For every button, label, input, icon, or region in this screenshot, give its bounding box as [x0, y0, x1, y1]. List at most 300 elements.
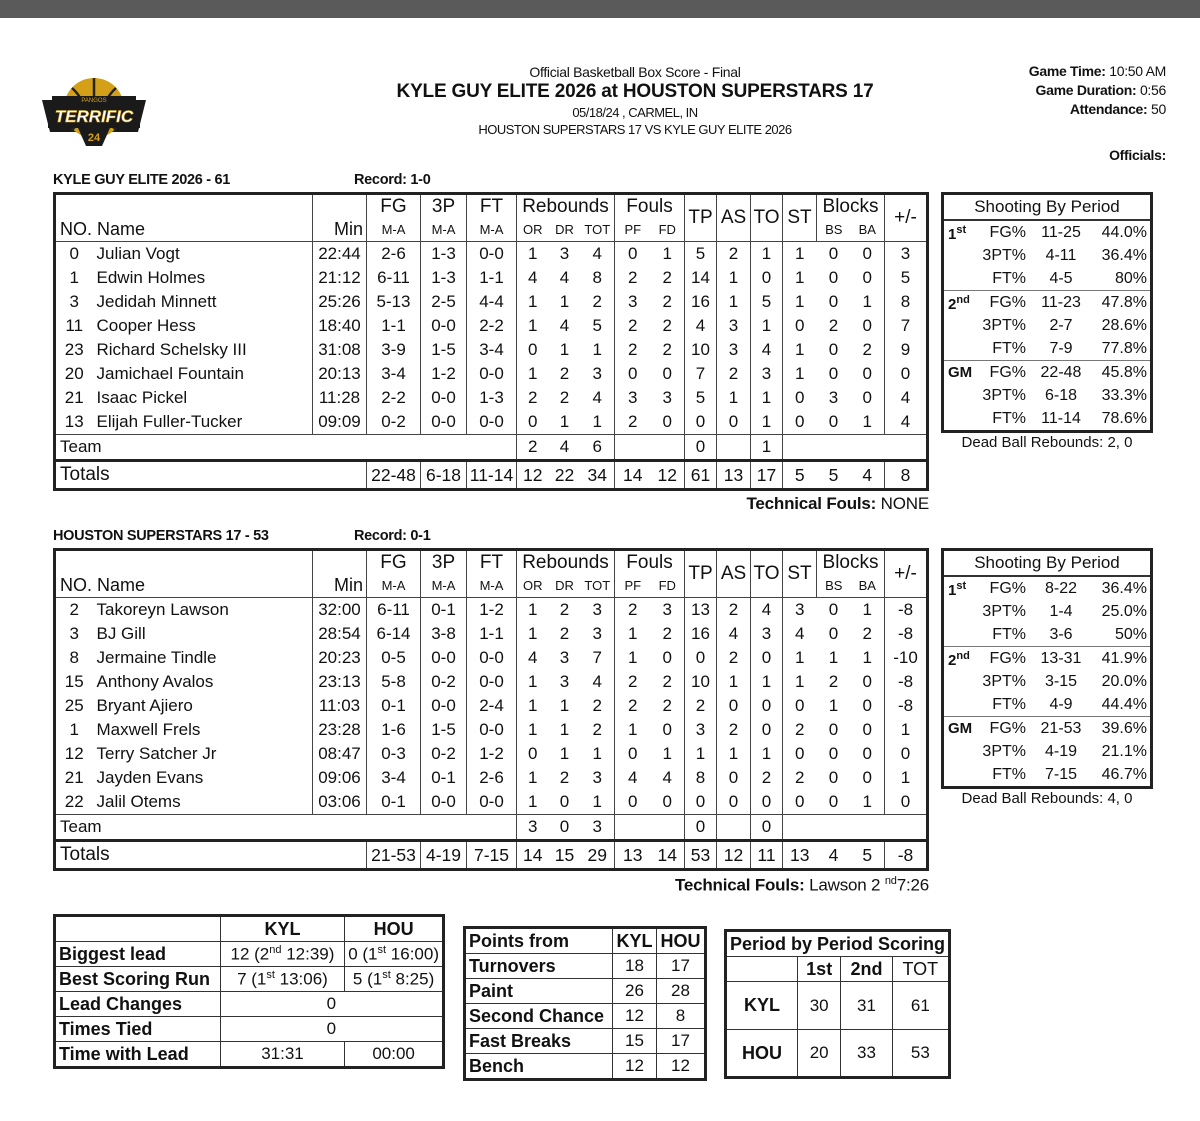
- player-cell: 11:28: [313, 386, 367, 410]
- team-label: Team: [55, 435, 517, 461]
- player-cell: 2: [828, 672, 839, 691]
- player-row: [55, 362, 928, 386]
- fd-header: FD: [651, 574, 685, 598]
- ft-ma: M-A: [467, 218, 517, 242]
- player-row: [55, 266, 928, 290]
- player-cell: 0: [828, 744, 839, 763]
- player-cell: 4: [751, 598, 783, 623]
- period-scoring-table: [724, 929, 951, 1079]
- fg-header: FG: [367, 550, 421, 575]
- player-cell: 8: [55, 646, 93, 670]
- player-cell: 0: [828, 340, 839, 359]
- player-cell: 0-0: [467, 410, 517, 435]
- player-cell: 5-13: [367, 290, 421, 314]
- player-cell: 1: [559, 696, 570, 715]
- player-cell: 1: [828, 696, 839, 715]
- player-cell: 3: [581, 362, 615, 386]
- shooting-by-period: [941, 548, 1153, 789]
- player-cell: 0-0: [421, 790, 467, 815]
- player-cell: 0-5: [367, 646, 421, 670]
- totals-cell: 15: [549, 841, 581, 870]
- times-tied-label: Times Tied: [55, 1017, 221, 1042]
- player-cell: 3: [615, 386, 651, 410]
- sbp-fg-row: GM FG% 21-53 39.6%: [944, 716, 1150, 740]
- lead-changes: 0: [220, 992, 443, 1017]
- player-cell: 0: [851, 766, 885, 790]
- player-cell: 2-2: [367, 386, 421, 410]
- totals-cell: 21-53: [367, 841, 421, 870]
- player-cell: 1: [783, 338, 817, 362]
- player-cell: 1: [615, 718, 651, 742]
- player-cell: 7: [885, 314, 928, 338]
- player-cell: 1: [517, 790, 549, 815]
- points-from-row: [465, 979, 706, 1004]
- player-cell: 1: [783, 670, 817, 694]
- player-cell: 0: [751, 646, 783, 670]
- totals-cell: 7-15: [467, 841, 517, 870]
- player-cell: 1: [751, 410, 783, 435]
- sbp-period: 1st: [948, 580, 967, 599]
- player-cell: 7: [581, 646, 615, 670]
- fouls-header: Fouls: [615, 194, 685, 219]
- player-cell: 1: [517, 242, 549, 267]
- player-cell: 0-0: [467, 362, 517, 386]
- player-cell: 3: [717, 314, 751, 338]
- sbp-period: GM: [948, 720, 973, 737]
- duration: 0:56: [1139, 82, 1166, 98]
- time-with-lead-label: Time with Lead: [55, 1042, 221, 1068]
- sbp-fg-row: 1st FG% 8-22 36.4%: [948, 580, 1147, 599]
- player-cell: 1: [517, 694, 549, 718]
- sbp-3pt-row: 3PT% 6-18 33.3%: [982, 387, 1147, 404]
- points-from-hou-value: 17: [656, 954, 705, 979]
- game-time: 10:50 AM: [1109, 63, 1166, 79]
- name-header: NO. Name: [55, 574, 313, 598]
- player-cell: 0: [851, 742, 885, 766]
- player-cell: Julian Vogt: [93, 242, 313, 267]
- player-cell: 0: [651, 362, 685, 386]
- player-cell: 25:26: [313, 290, 367, 314]
- player-cell: 0: [517, 742, 549, 766]
- 3p-ma: M-A: [421, 218, 467, 242]
- player-cell: 2: [717, 242, 751, 267]
- totals-cell: 34: [581, 461, 615, 490]
- pf-header: PF: [615, 218, 651, 242]
- plus-minus-header: +/-: [885, 194, 928, 242]
- player-cell: 4: [885, 410, 928, 435]
- blocks-header: Blocks: [817, 550, 885, 575]
- player-cell: 11:03: [313, 694, 367, 718]
- points-from-hou-value: 17: [656, 1029, 705, 1054]
- report-subtitle: Official Basketball Box Score - Final: [529, 64, 741, 80]
- player-cell: 32:00: [313, 598, 367, 623]
- player-cell: 13: [55, 410, 93, 435]
- period-team: KYL: [726, 982, 798, 1030]
- box-score-table: [53, 192, 929, 491]
- totals-cell: 14: [651, 841, 685, 870]
- player-cell: 4: [685, 314, 717, 338]
- to-header: TO: [751, 550, 783, 598]
- player-cell: Jamichael Fountain: [93, 362, 313, 386]
- player-cell: 2: [559, 624, 570, 643]
- player-cell: 6-11: [367, 266, 421, 290]
- points-from-hou-value: 28: [656, 979, 705, 1004]
- totals-cell: 14: [615, 461, 651, 490]
- player-cell: 0: [615, 742, 651, 766]
- col-kyl: KYL: [220, 916, 344, 942]
- player-cell: 20:23: [313, 646, 367, 670]
- player-cell: 3: [783, 598, 817, 623]
- fg-ma: M-A: [367, 218, 421, 242]
- points-from-kyl-value: 18: [613, 954, 657, 979]
- player-cell: 8: [581, 266, 615, 290]
- sbp-ft-row: FT% 4-9 44.4%: [992, 696, 1147, 713]
- best-run-label: Best Scoring Run: [55, 967, 221, 992]
- player-cell: 2: [651, 290, 685, 314]
- player-cell: 1: [581, 790, 615, 815]
- player-cell: 0-0: [467, 670, 517, 694]
- points-from-category: Turnovers: [465, 954, 613, 979]
- player-cell: 1: [717, 386, 751, 410]
- logo-main-text: TERRIFIC: [54, 107, 134, 126]
- team-row: [55, 435, 928, 461]
- totals-cell: 5: [783, 461, 817, 490]
- player-cell: 16: [685, 290, 717, 314]
- fg-header: FG: [367, 194, 421, 219]
- player-cell: 4: [751, 338, 783, 362]
- player-cell: Bryant Ajiero: [93, 694, 313, 718]
- player-cell: 1: [751, 386, 783, 410]
- player-cell: 08:47: [313, 742, 367, 766]
- player-cell: 0: [828, 720, 839, 739]
- player-cell: -8: [885, 622, 928, 646]
- st-header: ST: [783, 550, 817, 598]
- player-cell: 0-0: [467, 646, 517, 670]
- player-cell: 09:06: [313, 766, 367, 790]
- sbp-ft-row: FT% 7-9 77.8%: [992, 340, 1147, 357]
- player-cell: 8: [685, 766, 717, 790]
- player-cell: 23:13: [313, 670, 367, 694]
- player-cell: 2: [559, 388, 570, 407]
- player-cell: 0: [651, 718, 685, 742]
- team-tot: 6: [581, 435, 615, 461]
- times-tied: 0: [220, 1017, 443, 1042]
- team-heading: KYLE GUY ELITE 2026 - 61: [53, 172, 231, 188]
- player-cell: 2: [615, 338, 651, 362]
- player-cell: 25: [55, 694, 93, 718]
- totals-cell: 11-14: [467, 461, 517, 490]
- player-cell: 3-9: [367, 338, 421, 362]
- player-cell: 0: [783, 790, 817, 815]
- player-cell: 2: [651, 266, 685, 290]
- player-cell: 0: [828, 292, 839, 311]
- player-cell: 0: [751, 266, 783, 290]
- player-cell: 1: [851, 790, 885, 815]
- player-cell: 1-3: [421, 266, 467, 290]
- totals-cell: 13: [615, 841, 651, 870]
- time-lead-hou: 00:00: [345, 1042, 444, 1068]
- player-cell: 0: [817, 598, 851, 623]
- fouls-header: Fouls: [615, 550, 685, 575]
- player-cell: 12: [55, 742, 93, 766]
- sbp-ft-row: FT% 4-5 80%: [992, 270, 1147, 287]
- box-score-table: [53, 548, 929, 871]
- officials-label: Officials:: [1109, 147, 1166, 163]
- player-cell: 14: [685, 266, 717, 290]
- tot-header: TOT: [581, 218, 615, 242]
- player-cell: 1: [651, 742, 685, 766]
- player-cell: 4: [581, 386, 615, 410]
- player-cell: 0: [751, 790, 783, 815]
- totals-cell: 22: [549, 461, 581, 490]
- period-2-score: 31: [841, 982, 892, 1030]
- player-cell: 0-1: [421, 598, 467, 623]
- player-cell: 2: [685, 694, 717, 718]
- logo-top-text: PANGOS: [81, 98, 107, 104]
- tournament-logo: [38, 66, 150, 162]
- sbp-period: 1st: [948, 224, 967, 243]
- player-cell: 1: [751, 742, 783, 766]
- totals-cell: 13: [717, 461, 751, 490]
- player-cell: 2: [55, 598, 93, 623]
- player-cell: 1: [885, 718, 928, 742]
- period-col-tot: TOT: [892, 957, 949, 982]
- player-cell: 4: [581, 670, 615, 694]
- player-cell: 2: [651, 670, 685, 694]
- player-cell: 0: [851, 670, 885, 694]
- player-cell: 0: [783, 742, 817, 766]
- player-cell: 0-2: [421, 742, 467, 766]
- player-cell: 2-6: [367, 242, 421, 267]
- player-cell: 1: [517, 362, 549, 386]
- sbp-fg-row: 2nd FG% 11-23 47.8%: [944, 290, 1150, 314]
- points-from-kyl-value: 12: [613, 1054, 657, 1080]
- player-cell: 2-2: [467, 314, 517, 338]
- player-cell: 4: [615, 766, 651, 790]
- player-cell: 0: [851, 386, 885, 410]
- player-cell: 0: [885, 790, 928, 815]
- player-cell: 1: [717, 290, 751, 314]
- points-from-table: [463, 926, 707, 1081]
- period-row: [726, 982, 950, 1030]
- player-cell: 7: [685, 362, 717, 386]
- player-cell: 2: [651, 314, 685, 338]
- player-cell: 0-2: [367, 410, 421, 435]
- player-cell: 1: [559, 292, 570, 311]
- player-cell: 3: [615, 290, 651, 314]
- player-cell: 1: [615, 646, 651, 670]
- player-cell: 22: [55, 790, 93, 815]
- lead-changes-label: Lead Changes: [55, 992, 221, 1017]
- period-col-2: 2nd: [841, 957, 892, 982]
- player-cell: 21: [55, 766, 93, 790]
- totals-cell: 12: [651, 461, 685, 490]
- sbp-period: 2nd: [948, 294, 970, 313]
- player-cell: 0-0: [467, 718, 517, 742]
- player-cell: 2: [615, 410, 651, 435]
- 3p-header: 3P: [421, 194, 467, 219]
- totals-cell: 53: [685, 841, 717, 870]
- player-cell: 1: [783, 242, 817, 267]
- tot-header: TOT: [581, 574, 615, 598]
- totals-cell: -8: [885, 841, 928, 870]
- player-cell: 1: [851, 646, 885, 670]
- period-total-score: 61: [892, 982, 949, 1030]
- player-cell: 0: [615, 362, 651, 386]
- player-cell: 2: [581, 718, 615, 742]
- sbp-3pt-row: 3PT% 3-15 20.0%: [982, 673, 1147, 690]
- player-cell: 2: [559, 364, 570, 383]
- totals-cell: 13: [783, 841, 817, 870]
- player-cell: 3: [751, 362, 783, 386]
- player-cell: 1: [783, 646, 817, 670]
- totals-label: Totals: [55, 841, 367, 870]
- player-cell: -8: [885, 694, 928, 718]
- player-cell: 3: [717, 338, 751, 362]
- player-cell: 11: [55, 314, 93, 338]
- player-cell: 0: [615, 242, 651, 267]
- player-cell: 16: [685, 622, 717, 646]
- col-hou: HOU: [345, 916, 444, 942]
- player-cell: 3-8: [421, 622, 467, 646]
- plus-minus-header: +/-: [885, 550, 928, 598]
- player-cell: 4: [717, 622, 751, 646]
- points-from-row: [465, 1029, 706, 1054]
- player-cell: 0: [651, 646, 685, 670]
- 3p-ma: M-A: [421, 574, 467, 598]
- player-cell: 1: [549, 410, 581, 435]
- totals-cell: 5: [851, 841, 885, 870]
- player-cell: 1: [685, 742, 717, 766]
- player-cell: 2: [783, 766, 817, 790]
- player-cell: 3-4: [367, 362, 421, 386]
- player-cell: 1: [55, 266, 93, 290]
- player-cell: 1: [559, 720, 570, 739]
- player-row: [55, 314, 928, 338]
- player-cell: 2: [615, 670, 651, 694]
- player-cell: 3: [55, 290, 93, 314]
- blocks-header: Blocks: [817, 194, 885, 219]
- player-cell: 4: [559, 268, 570, 287]
- player-cell: 2: [751, 766, 783, 790]
- as-header: AS: [717, 550, 751, 598]
- player-cell: 5-8: [367, 670, 421, 694]
- player-cell: 0: [817, 410, 851, 435]
- player-cell: 1-6: [367, 718, 421, 742]
- player-cell: 10: [685, 670, 717, 694]
- report-header: [300, 64, 970, 137]
- player-cell: Jalil Otems: [93, 790, 313, 815]
- player-cell: 0-1: [367, 790, 421, 815]
- player-cell: 2: [615, 598, 651, 623]
- player-cell: 1: [517, 622, 549, 646]
- player-cell: 13: [685, 598, 717, 623]
- best-run-hou: 5 (1st 8:25): [345, 967, 444, 992]
- player-cell: 15: [55, 670, 93, 694]
- player-cell: 1: [828, 648, 839, 667]
- player-cell: 20: [55, 362, 93, 386]
- team-dr: 0: [549, 815, 581, 841]
- game-stats-table: [53, 914, 445, 1069]
- player-cell: Isaac Pickel: [93, 386, 313, 410]
- player-cell: 1-3: [421, 242, 467, 267]
- player-cell: 2: [549, 598, 581, 623]
- player-cell: 0-0: [467, 242, 517, 267]
- player-cell: 2: [783, 718, 817, 742]
- player-cell: 3: [651, 598, 685, 623]
- duration-label: Game Duration:: [1035, 82, 1137, 98]
- player-cell: 5: [685, 242, 717, 267]
- player-cell: 4: [581, 242, 615, 267]
- team-or: 2: [517, 435, 549, 461]
- biggest-lead-hou: 0 (1st 16:00): [345, 942, 444, 967]
- player-cell: 4: [517, 266, 549, 290]
- player-cell: 3: [581, 766, 615, 790]
- totals-cell: 8: [885, 461, 928, 490]
- player-cell: 2: [717, 718, 751, 742]
- player-cell: 2: [581, 694, 615, 718]
- player-cell: 6-11: [367, 598, 421, 623]
- player-cell: 09:09: [313, 410, 367, 435]
- player-cell: 0: [55, 242, 93, 267]
- player-cell: 1: [559, 744, 570, 763]
- player-cell: 31:08: [313, 338, 367, 362]
- player-cell: 0: [717, 410, 751, 435]
- player-cell: 0-3: [367, 742, 421, 766]
- player-cell: 5: [685, 386, 717, 410]
- player-cell: 1: [581, 410, 615, 435]
- player-cell: 1-5: [421, 338, 467, 362]
- biggest-lead-kyl: 12 (2nd 12:39): [220, 942, 344, 967]
- points-from-header: Points from: [465, 928, 613, 954]
- totals-cell: 4: [817, 841, 851, 870]
- points-from-category: Paint: [465, 979, 613, 1004]
- player-cell: 0: [828, 768, 839, 787]
- min-header: Min: [313, 218, 367, 242]
- player-cell: 2: [717, 362, 751, 386]
- player-cell: 9: [885, 338, 928, 362]
- ba-header: BA: [851, 574, 885, 598]
- player-cell: 0: [651, 410, 685, 435]
- dead-ball-rebounds: Dead Ball Rebounds: 4, 0: [961, 790, 1133, 807]
- player-cell: 0: [885, 742, 928, 766]
- player-cell: 0-2: [421, 670, 467, 694]
- points-from-category: Bench: [465, 1054, 613, 1080]
- player-cell: Maxwell Frels: [93, 718, 313, 742]
- player-cell: 1-1: [367, 314, 421, 338]
- player-cell: 1-5: [421, 718, 467, 742]
- player-cell: 3: [828, 388, 839, 407]
- player-cell: 1: [651, 242, 685, 267]
- player-cell: 3: [581, 622, 615, 646]
- player-cell: Terry Satcher Jr: [93, 742, 313, 766]
- player-cell: 0: [851, 694, 885, 718]
- sbp-period: 2nd: [948, 650, 970, 669]
- dead-ball-rebounds: Dead Ball Rebounds: 2, 0: [961, 434, 1133, 451]
- player-cell: 2: [651, 622, 685, 646]
- best-run-kyl: 7 (1st 13:06): [220, 967, 344, 992]
- or-header: OR: [517, 574, 549, 598]
- player-cell: 1: [851, 290, 885, 314]
- totals-cell: 29: [581, 841, 615, 870]
- player-cell: 1: [517, 598, 549, 623]
- team-record: Record: 0-1: [354, 528, 431, 544]
- tp-header: TP: [685, 194, 717, 242]
- player-cell: 0-0: [421, 410, 467, 435]
- player-cell: 18:40: [313, 314, 367, 338]
- totals-cell: 61: [685, 461, 717, 490]
- player-cell: 0: [717, 766, 751, 790]
